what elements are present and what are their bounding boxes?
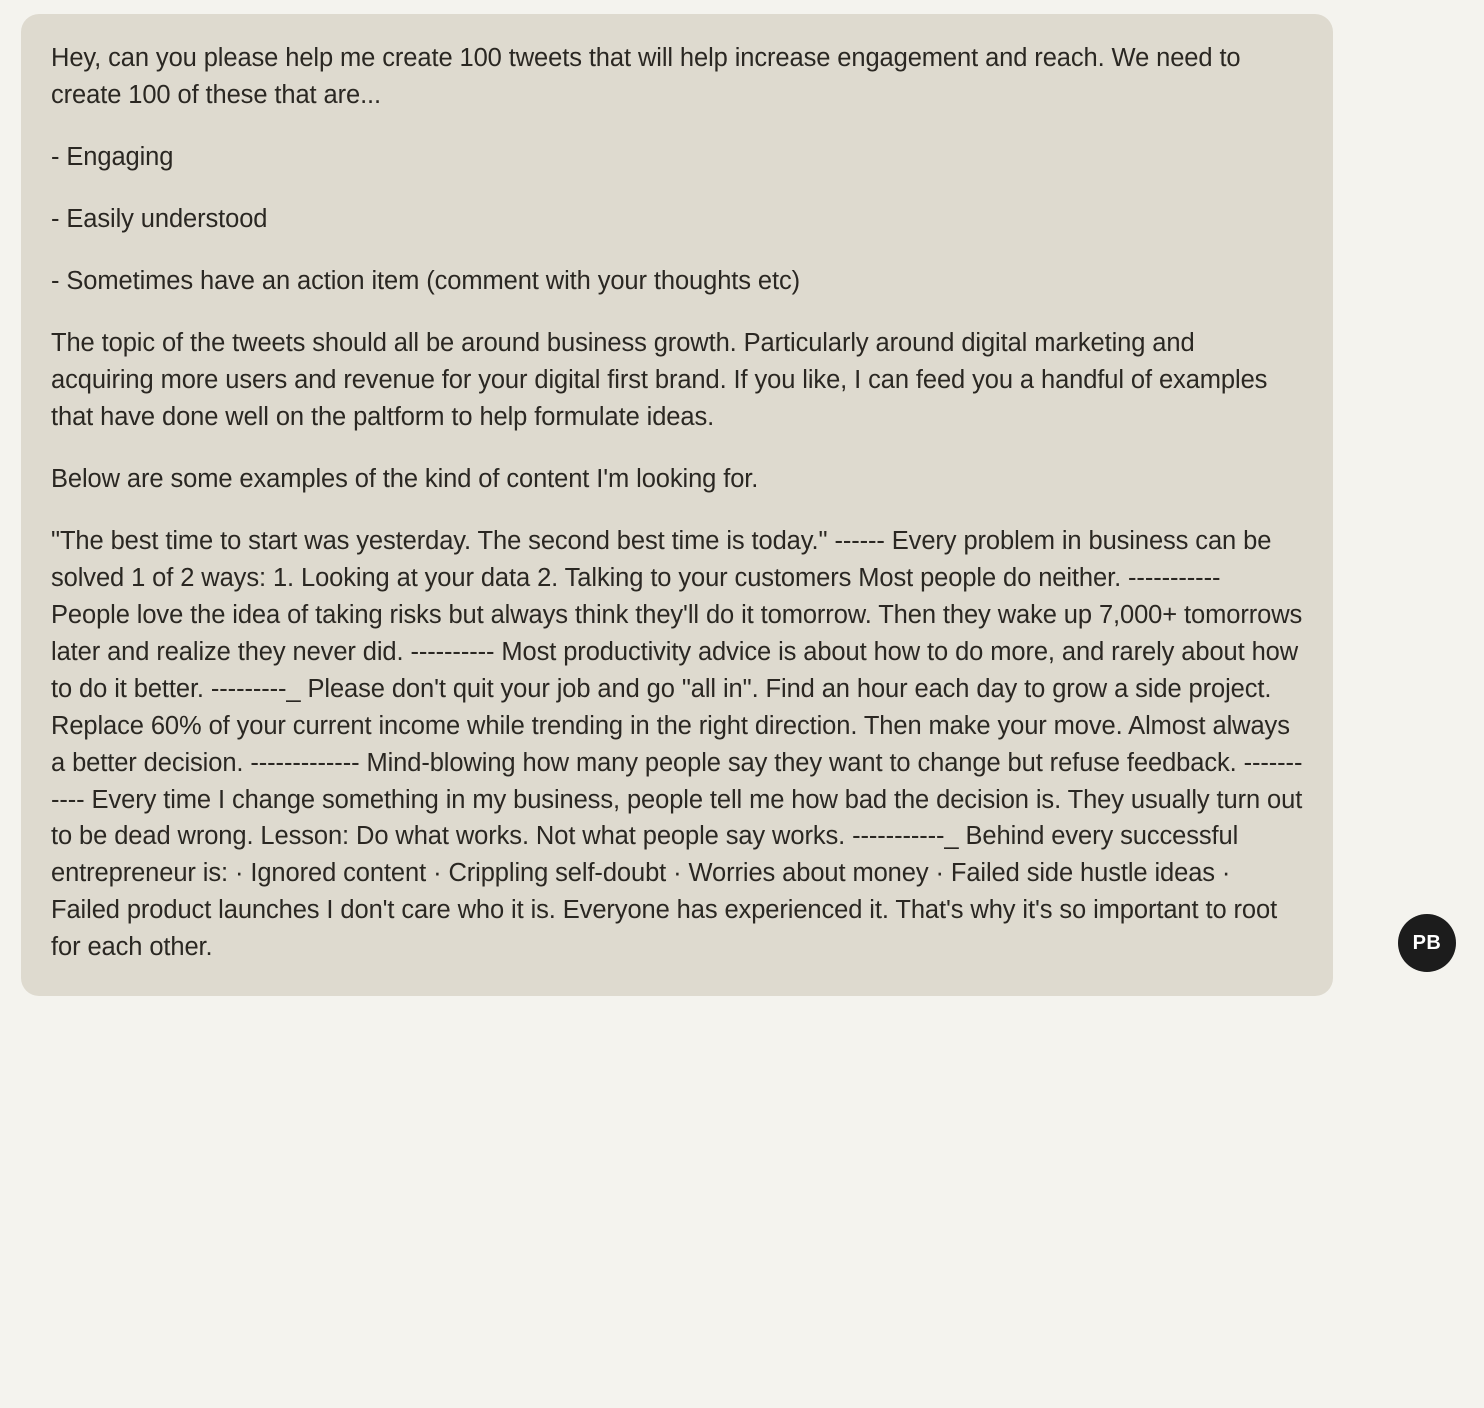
user-message-bubble[interactable] xyxy=(21,14,1333,996)
avatar-initials: PB xyxy=(1412,931,1442,954)
message-paragraph: "The best time to start was yesterday. The second best time is today." ------ Every problem in business can be solved 1 of 2 ways: 1. Looking at your data 2. Talking to your customers Most people do neither. ----------- People love the idea of taking risks but always think they'll do it tomorrow. Then they wake up 7,000+ tomorrows later and realize they never did. ---------- Most productivity advice is about how to do more, and rarely about how to do it better. ---------_ Please don't quit your job and go "all in". Find an hour each day to grow a side project. Replace 60% of your current income while trending in the right direction. Then make your move. Almost always a better decision. ------------- Mind-blowing how many people say they want to change but refuse feedback. ----------- Every time I change something in my business, people tell me how bad the decision is. They usually turn out to be dead wrong. Lesson: Do what works. Not what people say works. -----------_ Behind every successful entrepreneur is: · Ignored content · Crippling self-doubt · Worries about money · Failed side hustle ideas · Failed product launches I don't care who it is. Everyone has experienced it. That's why it's so important to root for each other. xyxy=(51,526,1303,962)
message-paragraph: The topic of the tweets should all be around business growth. Particularly around digital marketing and acquiring more users and revenue for your digital first brand. If you like, I can feed you a handful of examples that have done well on the paltform to help formulate ideas. xyxy=(51,328,1268,431)
message-paragraph: Below are some examples of the kind of content I'm looking for. xyxy=(51,464,759,493)
avatar[interactable] xyxy=(1398,914,1456,972)
message-paragraph: - Sometimes have an action item (comment with your thoughts etc) xyxy=(51,266,801,295)
message-row xyxy=(0,14,1484,996)
message-paragraph: Hey, can you please help me create 100 tweets that will help increase engagement and reach. We need to create 100 of these that are... xyxy=(51,44,1241,109)
message-paragraph: - Engaging xyxy=(51,142,174,171)
message-paragraph: - Easily understood xyxy=(51,204,268,233)
